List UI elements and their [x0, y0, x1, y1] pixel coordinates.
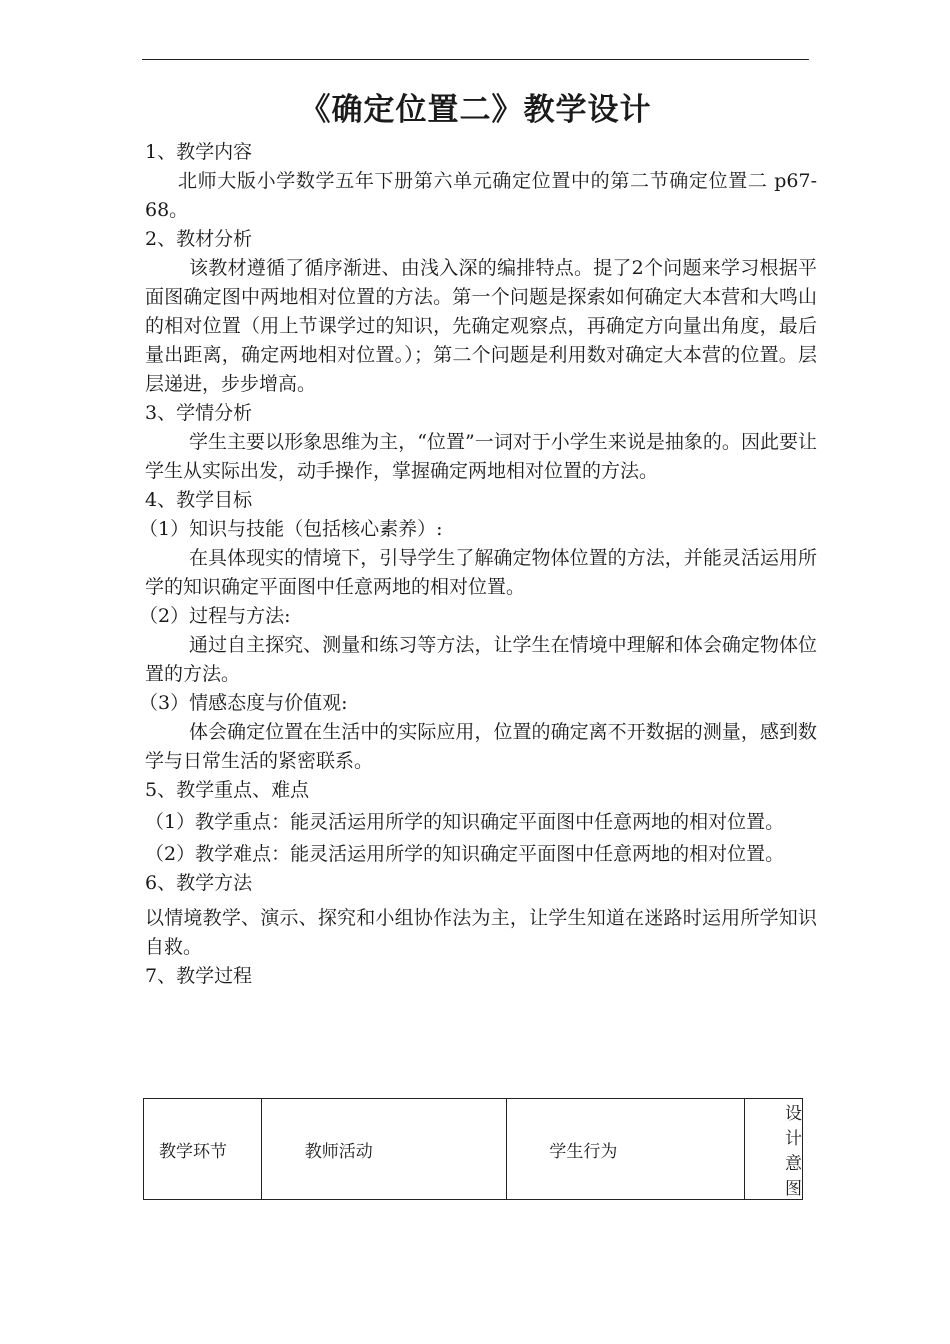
goal-1-text: 在具体现实的情境下，引导学生了解确定物体位置的方法，并能灵活运用所学的知识确定平面图中任意两地的相对位置。 — [145, 547, 817, 598]
section-text-content: 北师大版小学数学五年下册第六单元确定位置中的第二节确定位置二 p67-68。 — [145, 170, 817, 221]
process-table — [143, 1098, 803, 1200]
section-heading-analysis: 2、教材分析 — [145, 228, 253, 250]
table-header-cell: 设计意图 — [745, 1099, 803, 1200]
document-title: 《确定位置二》教学设计 — [299, 92, 652, 128]
table-header-row — [144, 1099, 803, 1200]
difficult-point: （2）教学难点：能灵活运用所学的知识确定平面图中任意两地的相对位置。 — [145, 843, 785, 865]
section-heading-key-points: 5、教学重点、难点 — [145, 779, 310, 801]
section-heading-process: 7、教学过程 — [145, 965, 253, 987]
goal-3-text: 体会确定位置在生活中的实际应用，位置的确定离不开数据的测量，感到数学与日常生活的紧密联系。 — [145, 721, 817, 772]
section-text-students: 学生主要以形象思维为主，“位置”一词对于小学生来说是抽象的。因此要让学生从实际出发，动手操作，掌握确定两地相对位置的方法。 — [145, 431, 817, 482]
header-rule — [142, 59, 809, 60]
section-text-analysis: 该教材遵循了循序渐进、由浅入深的编排特点。提了2个问题来学习根据平面图确定图中两地相对位置的方法。第一个问题是探索如何确定大本营和大鸣山的相对位置（用上节课学过的知识，先确定观察点，再确定方向量出角度，最后量出距离，确定两地相对位置。）；第二个问题是利用数对确定大本营的位置。层层递进，步步增高。 — [145, 257, 817, 395]
goal-2-text: 通过自主探究、测量和练习等方法，让学生在情境中理解和体会确定物体位置的方法。 — [145, 634, 817, 685]
section-heading-methods: 6、教学方法 — [145, 872, 253, 894]
document-body — [139, 138, 817, 991]
section-heading-students: 3、学情分析 — [145, 402, 253, 424]
table-header-cell: 教师活动 — [261, 1099, 507, 1200]
table-header-cell: 学生行为 — [507, 1099, 745, 1200]
section-heading-content: 1、教学内容 — [145, 141, 253, 163]
table-header-cell: 教学环节 — [144, 1099, 262, 1200]
key-point: （1）教学重点：能灵活运用所学的知识确定平面图中任意两地的相对位置。 — [145, 811, 785, 833]
goal-2-label: （2）过程与方法: — [139, 605, 291, 627]
section-text-methods: 以情境教学、演示、探究和小组协作法为主，让学生知道在迷路时运用所学知识自救。 — [145, 907, 817, 958]
goal-1-label: （1）知识与技能（包括核心素养）: — [139, 518, 443, 540]
goal-3-label: （3）情感态度与价值观: — [139, 692, 348, 714]
section-heading-goals: 4、教学目标 — [145, 489, 253, 511]
